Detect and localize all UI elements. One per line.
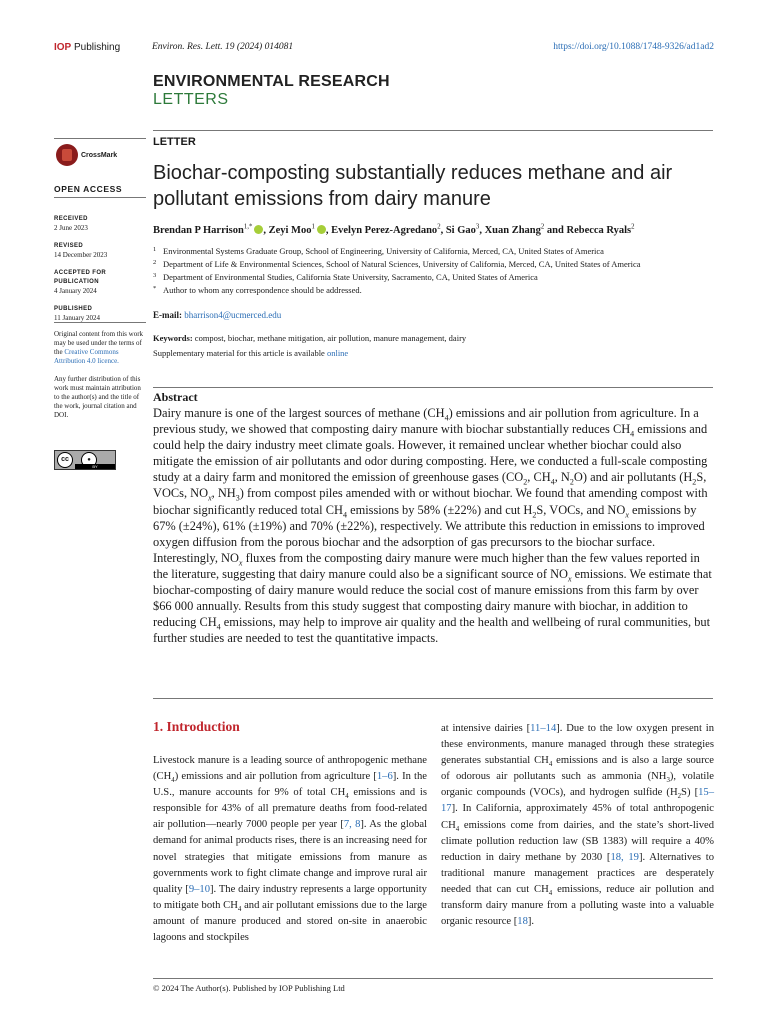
- supplementary-line: Supplementary material for this article is available online: [153, 348, 349, 358]
- affiliations: [153, 246, 715, 298]
- author-affiliation-marker: 1: [311, 223, 315, 231]
- journal-name-line1: ENVIRONMENTAL RESEARCH: [153, 73, 390, 90]
- citation: Environ. Res. Lett. 19 (2024) 014081: [152, 42, 294, 52]
- section-heading-introduction: 1. Introduction: [153, 719, 240, 734]
- doi-link[interactable]: https://doi.org/10.1088/1748-9326/ad1ad2: [553, 42, 714, 52]
- author-name: Brendan P Harrison: [153, 225, 244, 236]
- author-affiliation-marker: 3: [475, 223, 480, 231]
- cc-icon: cc: [57, 452, 73, 468]
- body-column-right: at intensive dairies [11–14]. Due to the low oxygen present in these environments, manure managed through these strategies generates substantial $CH_4$ emissions and is also a large source of odorous air pollutants such as ammonia $(NH_3)$, volatile organic compounds (VOCs), and hydrogen sulfide $(H_2S)$ [15–17]. In California, approximately 45% of total anthropogenic $CH_4$ emissions come from dairies, and the state’s short-lived climate pollution reduction law (SB 1383) will require a 40% reduction in dairy methane by 2030 [18, 19]. Alternatives to traditional manure management practices are desperately needed that can cut $CH_4$ emissions, reduce air pollution and transform dairy manure from a polluting waste into a valuable organic resource [18].: [441, 723, 715, 928]
- history-dates: [54, 215, 146, 332]
- author-affiliation-marker: 2: [540, 223, 545, 231]
- sidebar-divider: [54, 197, 146, 198]
- citation-link[interactable]: 18: [517, 916, 528, 928]
- history-date: REVISED 14 December 2023: [54, 243, 108, 259]
- citation-link[interactable]: 1–6: [376, 771, 393, 783]
- citation-link[interactable]: 15–17: [441, 787, 714, 815]
- crossmark-icon: [56, 144, 78, 166]
- affiliation-item: 2 Department of Life & Environmental Sciences, School of Natural Sciences, University of California, Merced, CA, United States of America: [153, 259, 641, 269]
- email-link[interactable]: bharrison4@ucmerced.edu: [184, 310, 282, 320]
- orcid-icon[interactable]: [254, 225, 263, 234]
- cc-license-link[interactable]: Creative Commons Attribution 4.0 licence.: [54, 348, 119, 365]
- footer-divider: [153, 978, 713, 979]
- copyright-footer: © 2024 The Author(s). Published by IOP Publishing Ltd: [153, 983, 345, 993]
- history-date: ACCEPTED FOR PUBLICATION 4 January 2024: [54, 270, 107, 295]
- publisher-logo: IOP Publishing: [54, 42, 121, 53]
- email-line: E-mail: bharrison4@ucmerced.edu: [153, 310, 282, 320]
- abstract-bottom-rule: [153, 698, 713, 699]
- article-type: LETTER: [153, 136, 196, 148]
- body-column-left: Livestock manure is a leading source of anthropogenic methane $(CH_4)$ emissions and air pollution from agriculture [1–6]. In the U.S., manure accounts for 9% of total $CH_4$ emissions and is responsible for 43% of all premature deaths from food-related air pollution—nearly 7000 people per year [7, 8]. As the global demand for animal products rises, there is an increasing need for novel strategies that mitigate emissions from manure as governments work to fight climate change and improve rural air quality [9–10]. The dairy industry represents a large opportunity to mitigate both $CH_4$ and air pollutant emissions due to the large amount of manure produced and stored on-site in anaerobic lagoons and stockpiles: [153, 755, 428, 944]
- article-title: Biochar-composting substantially reduces methane and air pollutant emissions from dairy manure: [153, 162, 673, 210]
- journal-name-line2: LETTERS: [153, 91, 229, 108]
- author-name: Si Gao: [445, 225, 476, 236]
- person-icon: ●: [81, 452, 97, 468]
- history-date: RECEIVED 2 June 2023: [54, 216, 88, 232]
- author-name: Evelyn Perez-Agredano: [331, 225, 438, 236]
- cc-by-badge[interactable]: cc ● BY: [54, 450, 116, 470]
- citation-link[interactable]: 7, 8: [343, 819, 361, 831]
- sidebar-divider: [54, 322, 146, 323]
- license-text: Original content from this work may be used under the terms of the Creative Commons Attribution 4.0 licence. Any further distribution of this work must maintain attribution to the author(s) and the title of the work, journal citation and DOI.: [54, 330, 144, 419]
- supplementary-link[interactable]: online: [326, 348, 349, 358]
- author-affiliation-marker: 2: [631, 223, 635, 231]
- author-list: Brendan P Harrison$^{1,*}$ , Zeyi Moo$^1$ , Evelyn Perez-Agredano$^2$, Si Gao$^3$, Xuan Zhang$^2$ and Rebecca Ryals$^2$: [153, 223, 635, 236]
- abstract-top-rule: [153, 387, 713, 388]
- sidebar-divider: [54, 138, 146, 139]
- author-affiliation-marker: 1,*: [243, 223, 253, 231]
- citation-link[interactable]: 18, 19: [610, 851, 639, 863]
- author-name: Xuan Zhang: [484, 225, 541, 236]
- open-access-label: OPEN ACCESS: [54, 184, 123, 194]
- citation-link[interactable]: 11–14: [530, 723, 557, 734]
- keywords-line: Keywords: compost, biochar, methane mitigation, air pollution, manure management, dairy: [153, 333, 467, 343]
- affiliation-item: * Author to whom any correspondence should be addressed.: [153, 285, 362, 295]
- header-divider: [153, 130, 713, 131]
- crossmark-button[interactable]: CrossMark: [56, 144, 117, 166]
- abstract-heading: Abstract: [153, 390, 198, 404]
- history-date: PUBLISHED 11 January 2024: [54, 306, 101, 322]
- author-name: Zeyi Moo: [268, 225, 312, 236]
- citation-link[interactable]: 9–10: [188, 883, 210, 895]
- affiliation-item: 3 Department of Environmental Studies, California State University, Sacramento, CA, United States of America: [153, 272, 538, 282]
- abstract-text: Dairy manure is one of the largest sources of methane $(CH_4)$ emissions and air pollution from agriculture. In a previous study, we showed that composting dairy manure with biochar substantially reduces $CH_4$ emissions and could help the dairy industry meet climate goals. However, it remained unclear whether biochar could also mitigate the emission of air pollutants and odor during composting. Here, we conducted a full-scale composting study at a dairy farm and monitored the emission of greenhouse gases ($CO_2$, $CH_4$, $N_2O$) and air pollutants ($H_2S$, VOCs, $NO_x$, $NH_3$) from compost piles amended with or without biochar. We found that amending compost with biochar significantly reduced total $CH_4$ emissions by 58% (±22%) and cut $H_2S$, VOCs, and $NO_x$ emissions by 67% (±24%), 61% (±19%) and 70% (±22%), respectively. We attribute this reduction in emissions to improved oxygen diffusion from the porous biochar and the adsorption of gas precursors to the biochar surface. Interestingly, $NO_x$ fluxes from the composting dairy manure were much higher than the few values reported in the literature, suggesting that dairy manure could also be a significant source of $NO_x$ emissions. We estimate that biochar-composting of dairy manure would reduce the social cost of manure emissions from this farm by over $66 000 annually. Results from this study suggest that composting dairy manure with biochar, in addition to reducing $CH_4$ emissions, may help to improve air quality and the health and wellbeing of rural communities, but further studies are needed to test the quantitative impacts.: [153, 406, 712, 646]
- affiliation-item: 1 Environmental Systems Graduate Group, School of Engineering, University of California, Merced, CA, United States of America: [153, 246, 604, 256]
- orcid-icon[interactable]: [317, 225, 326, 234]
- author-name: Rebecca Ryals: [566, 225, 632, 236]
- author-affiliation-marker: 2: [437, 223, 441, 231]
